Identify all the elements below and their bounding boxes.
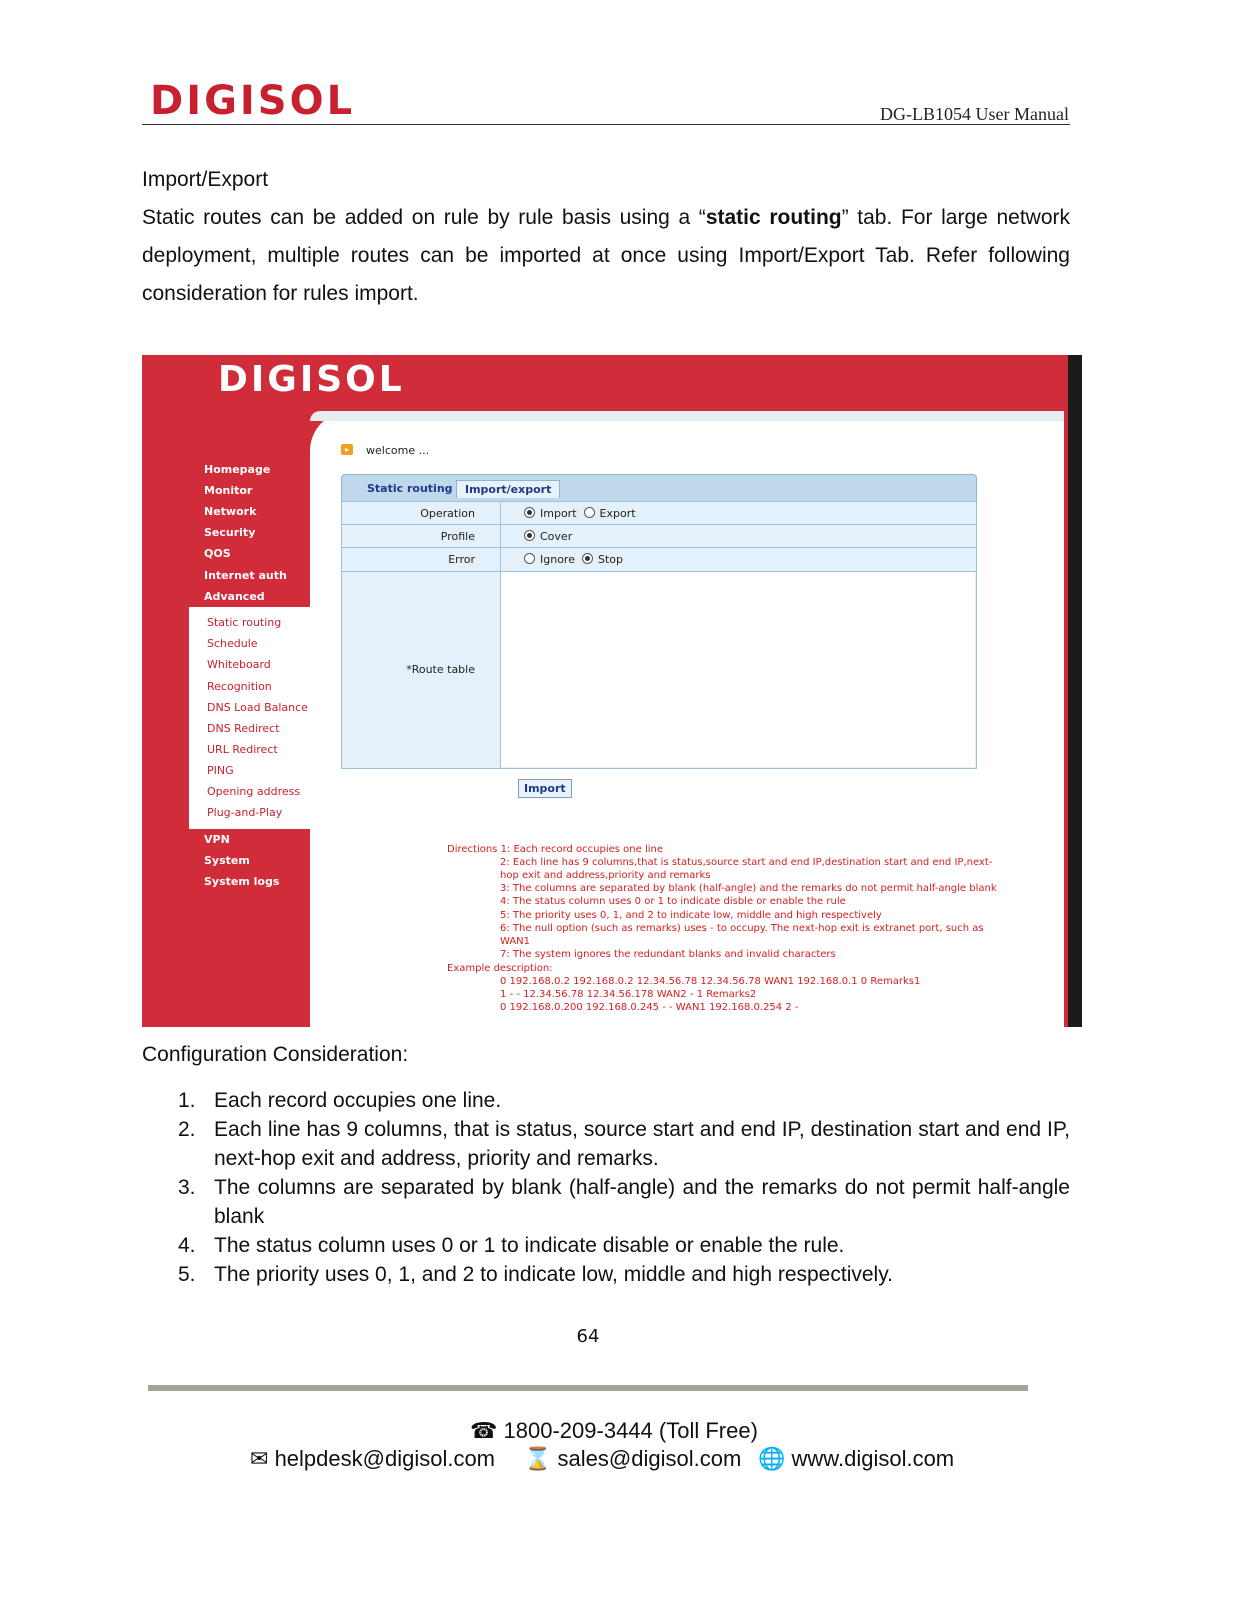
route-table-textarea[interactable] xyxy=(501,572,975,767)
nav-system[interactable]: System xyxy=(204,854,250,867)
radio-ignore[interactable] xyxy=(524,553,535,564)
nav-internet-auth[interactable]: Internet auth xyxy=(204,569,287,582)
footer-sales[interactable]: ⌛ sales@digisol.com xyxy=(524,1446,742,1472)
direction-line: WAN1 xyxy=(500,936,531,947)
screenshot-right-bar xyxy=(1068,355,1082,1027)
subnav-dns-load-balance[interactable]: DNS Load Balance xyxy=(207,701,308,714)
subnav-static-routing[interactable]: Static routing xyxy=(207,616,282,629)
header-rule xyxy=(142,124,1070,125)
digisol-logo xyxy=(150,78,355,124)
example-line: 1 - - 12.34.56.78 12.34.56.178 WAN2 - 1 Remarks2 xyxy=(500,989,757,1000)
nav-homepage[interactable]: Homepage xyxy=(204,463,271,476)
page-number: 64 xyxy=(576,1326,600,1347)
manual-title: DG-LB1054 User Manual xyxy=(880,104,1069,124)
direction-line: 5: The priority uses 0, 1, and 2 to indicate low, middle and high respectively xyxy=(500,910,882,921)
profile-label: Profile xyxy=(440,530,475,543)
intro-bold: static routing xyxy=(705,206,842,229)
operation-label: Operation xyxy=(420,507,475,520)
footer-email[interactable]: ✉ helpdesk@digisol.com xyxy=(250,1446,496,1472)
direction-line: 2: Each line has 9 columns,that is status,source start and end IP,destination start and end IP,next- xyxy=(500,857,993,868)
subnav-opening-address[interactable]: Opening address xyxy=(207,785,301,798)
footer-web[interactable]: 🌐 www.digisol.com xyxy=(758,1446,955,1472)
radio-export[interactable] xyxy=(584,507,595,518)
subnav-ping[interactable]: PING xyxy=(207,764,234,777)
subnav-dns-redirect[interactable]: DNS Redirect xyxy=(207,722,280,735)
subnav-recognition[interactable]: Recognition xyxy=(207,680,272,693)
tab-static-routing[interactable]: Static routing xyxy=(367,482,453,495)
direction-line: 6: The null option (such as remarks) uses - to occupy. The next-hop exit is extranet port, such as xyxy=(500,923,984,934)
import-button[interactable]: Import xyxy=(518,779,572,798)
profile-options: Cover xyxy=(524,530,572,543)
row-profile xyxy=(342,525,976,548)
phone-icon: ☎ xyxy=(470,1419,498,1444)
mail-icon: ✉ xyxy=(250,1447,269,1472)
nav-security[interactable]: Security xyxy=(204,526,256,539)
screenshot-logo: DIGISOL xyxy=(218,359,405,400)
subnav-schedule[interactable]: Schedule xyxy=(207,637,258,650)
nav-system-logs[interactable]: System logs xyxy=(204,875,280,888)
direction-line: 7: The system ignores the redundant blanks and invalid characters xyxy=(500,949,836,960)
direction-line: hop exit and address,priority and remarks xyxy=(500,870,711,881)
list-item: 2. Each line has 9 columns, that is status, source start and end IP, destination start and end IP, next-hop exit and address, priority and remarks. xyxy=(178,1118,1070,1170)
intro-paragraph: Static routes can be added on rule by rule basis using a “static routing” tab. For large network deployment, multiple routes can be imported at once using Import/Export Tab. Refer following consideration for rules import. xyxy=(142,206,1070,305)
import-form xyxy=(341,501,977,769)
nav-vpn[interactable]: VPN xyxy=(204,833,230,846)
direction-line: 3: The columns are separated by blank (half-angle) and the remarks do not permit half-angle blank xyxy=(500,883,997,894)
subnav-plug-and-play[interactable]: Plug-and-Play xyxy=(207,806,283,819)
subnav-whiteboard[interactable]: Whiteboard xyxy=(207,658,271,671)
section-title: Import/Export xyxy=(142,168,269,191)
config-title: Configuration Consideration: xyxy=(142,1043,409,1066)
example-line: 0 192.168.0.2 192.168.0.2 12.34.56.78 12.34.56.78 WAN1 192.168.0.1 0 Remarks1 xyxy=(500,976,921,987)
hourglass-icon: ⌛ xyxy=(524,1447,552,1472)
config-list xyxy=(178,1086,1070,1289)
list-item: 1. Each record occupies one line. xyxy=(178,1089,502,1112)
footer-phone: ☎ 1800-209-3444 (Toll Free) xyxy=(470,1418,758,1444)
operation-options: Import Export xyxy=(524,507,636,520)
example-label: Example description: xyxy=(447,963,553,974)
radio-cover[interactable] xyxy=(524,530,535,541)
radio-stop[interactable] xyxy=(582,553,593,564)
logo-text: DIGISOL xyxy=(150,78,356,124)
list-item: 4. The status column uses 0 or 1 to indicate disable or enable the rule. xyxy=(178,1234,845,1257)
subnav-url-redirect[interactable]: URL Redirect xyxy=(207,743,278,756)
error-options: Ignore Stop xyxy=(524,553,623,566)
direction-line: 4: The status column uses 0 or 1 to indicate disble or enable the rule xyxy=(500,896,846,907)
directions-label: Directions 1: Each record occupies one line xyxy=(447,844,664,855)
error-label: Error xyxy=(448,553,475,566)
row-operation xyxy=(342,502,976,525)
nav-network[interactable]: Network xyxy=(204,505,257,518)
footer-rule xyxy=(148,1385,1028,1391)
list-item: 5. The priority uses 0, 1, and 2 to indicate low, middle and high respectively. xyxy=(178,1263,893,1286)
globe-icon: 🌐 xyxy=(758,1447,786,1472)
example-line: 0 192.168.0.200 192.168.0.245 - - WAN1 192.168.0.254 2 - xyxy=(500,1002,799,1013)
welcome-text: welcome ... xyxy=(366,444,430,457)
list-item: 3. The columns are separated by blank (half-angle) and the remarks do not permit half-angle blank xyxy=(178,1176,1070,1228)
route-table-label: *Route table xyxy=(406,663,475,676)
nav-advanced[interactable]: Advanced xyxy=(204,590,265,603)
router-screenshot xyxy=(142,355,1082,1027)
nav-monitor[interactable]: Monitor xyxy=(204,484,253,497)
content-panel-edge xyxy=(310,411,1064,421)
row-error xyxy=(342,548,976,572)
tab-import-export[interactable]: Import/export xyxy=(456,480,560,498)
nav-qos[interactable]: QOS xyxy=(204,547,231,560)
speaker-icon: ▸ xyxy=(341,444,353,455)
radio-import[interactable] xyxy=(524,507,535,518)
